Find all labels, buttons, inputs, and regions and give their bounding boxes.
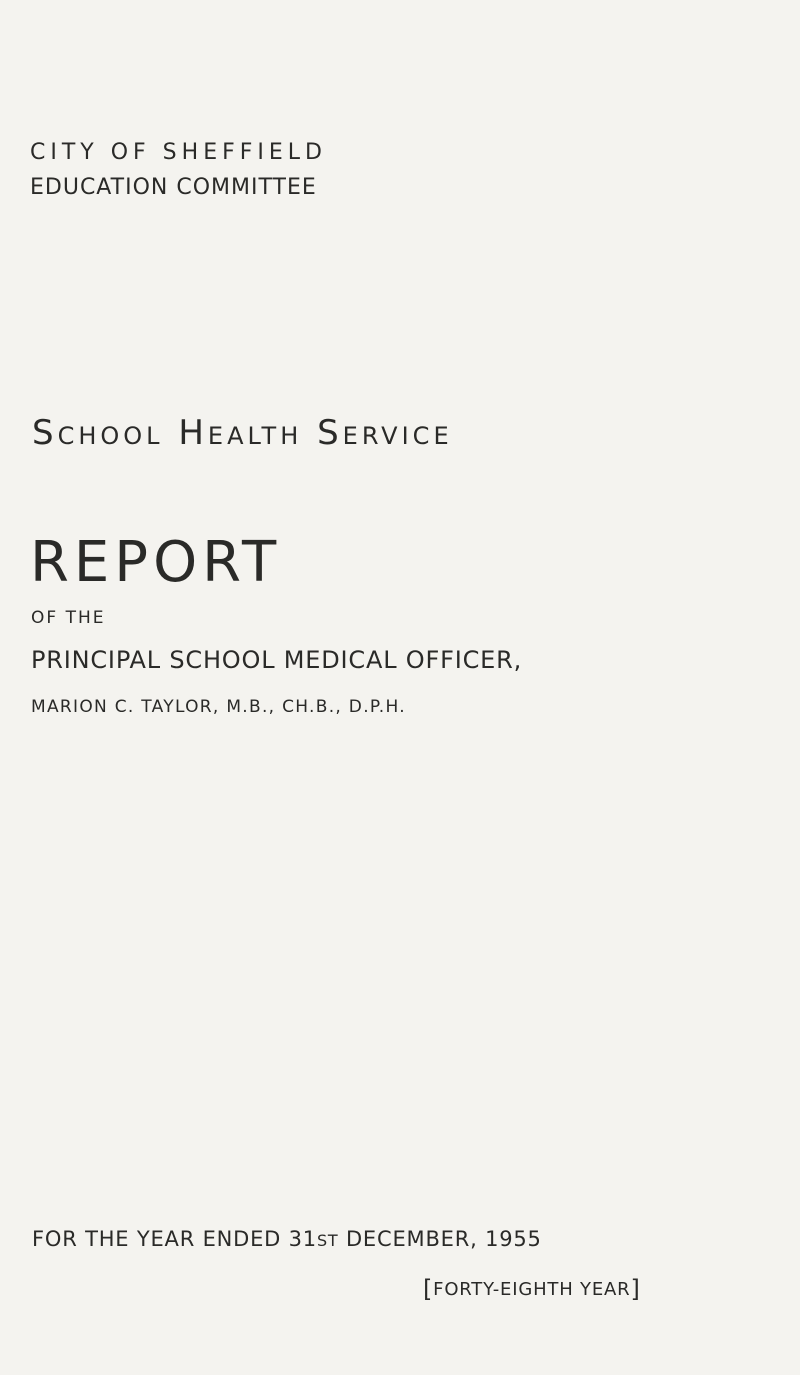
of-the-label: OF THE xyxy=(31,608,106,628)
year-date: DECEMBER, 1955 xyxy=(338,1227,542,1251)
year-ended-line xyxy=(32,1227,542,1251)
report-heading: REPORT xyxy=(30,530,282,595)
right-bracket: ] xyxy=(630,1275,641,1303)
officer-name: MARION C. TAYLOR, M.B., CH.B., D.P.H. xyxy=(31,697,406,717)
officer-title: PRINCIPAL SCHOOL MEDICAL OFFICER, xyxy=(31,646,523,674)
year-count-line xyxy=(423,1273,641,1301)
committee-heading: EDUCATION COMMITTEE xyxy=(30,175,317,200)
service-title: School Health Service xyxy=(32,413,453,453)
year-prefix: FOR THE YEAR ENDED 31 xyxy=(32,1227,317,1251)
year-ordinal-suffix: ST xyxy=(316,1231,339,1250)
year-count: FORTY-EIGHTH YEAR xyxy=(433,1279,631,1300)
city-heading: CITY OF SHEFFIELD xyxy=(30,140,327,165)
left-bracket: [ xyxy=(423,1275,434,1303)
